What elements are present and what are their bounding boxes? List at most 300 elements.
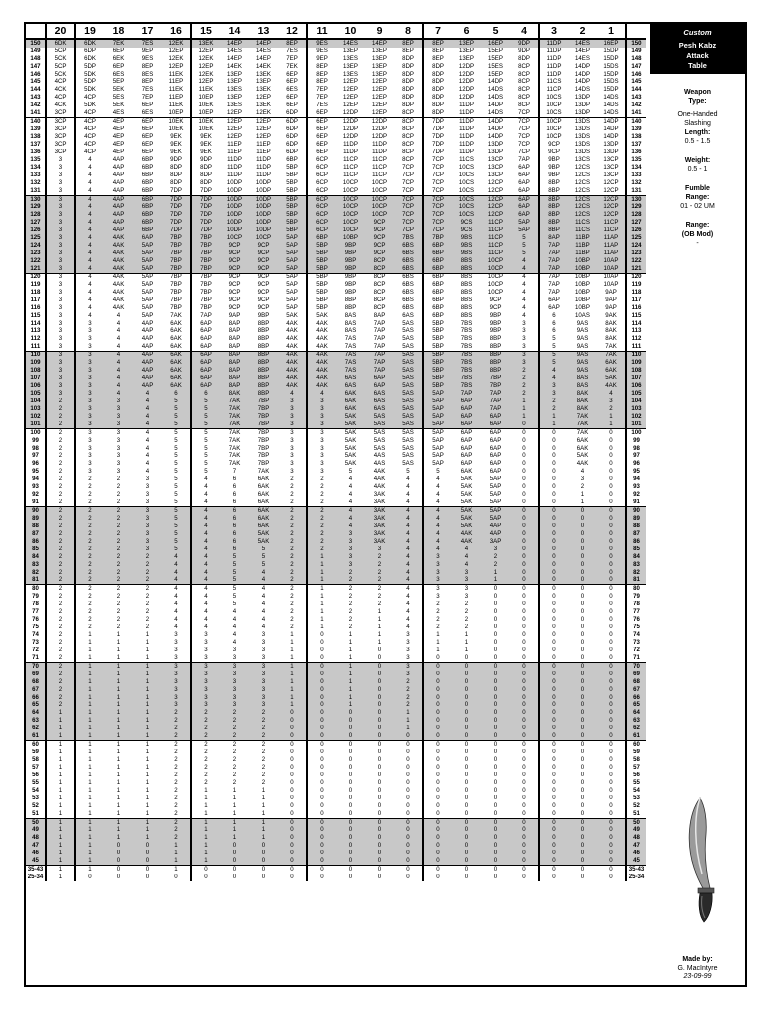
cell-14: 10CP: [220, 234, 249, 242]
cell-20: 3: [58, 171, 63, 179]
cell-1: 0: [609, 810, 613, 817]
cell-19: 4: [75, 281, 104, 289]
cell-17: 6BP: [141, 164, 154, 171]
cell-8: 0: [394, 826, 423, 834]
cell-4: 0: [522, 631, 526, 639]
cell-19: 4: [75, 312, 104, 320]
weight-label: Weight:: [684, 157, 711, 164]
cell-4: 0: [510, 553, 539, 561]
cell-5: 0: [493, 638, 498, 646]
cell-8: 8CP: [402, 140, 414, 148]
roll-right: 150: [626, 39, 646, 48]
cell-11: 5BP: [307, 242, 336, 250]
cell-20: 1: [46, 865, 75, 873]
cell-15: 1: [191, 795, 220, 803]
fumble-block: [650, 184, 745, 211]
cell-15: 10EP: [191, 109, 220, 117]
cell-20: 3: [46, 367, 75, 375]
cell-3: 0: [539, 671, 568, 679]
cell-7: 0: [423, 834, 452, 842]
cell-13: 2: [249, 717, 278, 725]
cell-1: 0: [609, 748, 613, 756]
roll-left: 53: [26, 795, 46, 803]
cell-20: 4CK: [54, 86, 67, 93]
cell-10: 2: [348, 600, 353, 608]
cell-16: 7BP: [170, 289, 182, 296]
cell-3: 10CP: [539, 102, 568, 110]
cell-18: 1: [104, 678, 133, 686]
fumble-value: 01 - 02 UM: [680, 203, 715, 210]
cell-12: 6DP: [286, 109, 298, 116]
cell-6: 0: [452, 865, 481, 873]
cell-16: 5: [162, 530, 191, 538]
cell-5: 0: [493, 592, 498, 600]
cell-10: 0: [348, 787, 353, 794]
cell-7: 7CP: [423, 172, 452, 180]
table-row: [26, 671, 646, 679]
cell-18: 4AP: [104, 203, 133, 211]
cell-16: 3: [174, 631, 178, 639]
roll-right: 61: [626, 732, 646, 740]
cell-2: 10BP: [575, 304, 590, 312]
cell-7: 4: [423, 499, 452, 507]
cell-7: 0: [423, 749, 452, 757]
cell-5: 6AP: [489, 460, 502, 467]
cell-13: 7AK: [257, 467, 270, 475]
cell-13: 2: [261, 748, 266, 756]
cell-15: 7BP: [191, 257, 220, 265]
cell-12: 0: [278, 850, 307, 858]
cell-20: 3CP: [54, 125, 67, 133]
cell-11: 6EP: [307, 126, 336, 134]
cell-11: 0: [307, 647, 336, 655]
cell-1: 0: [597, 671, 626, 679]
cell-8: 0: [406, 794, 410, 802]
cell-13: 6AK: [257, 483, 270, 490]
cell-18: 2: [116, 498, 121, 506]
cell-7: 6BP: [423, 242, 452, 250]
cell-16: 7BP: [162, 257, 191, 265]
cell-15: 10EP: [191, 94, 220, 102]
roll-right: 89: [626, 515, 646, 523]
cell-17: 7ES: [133, 39, 162, 48]
cell-12: 5BP: [278, 195, 307, 203]
cell-13: 9CP: [249, 257, 278, 265]
cell-20: 3: [46, 242, 75, 250]
cell-9: 10CP: [365, 195, 394, 203]
cell-13: 3: [249, 701, 278, 709]
cell-7: 0: [423, 694, 452, 702]
cell-8: 4: [406, 608, 410, 615]
cell-10: 4: [336, 515, 365, 523]
cell-5: 16EP: [481, 39, 510, 48]
cell-8: 6BS: [394, 250, 423, 258]
cell-17: 3: [145, 498, 150, 506]
cell-18: 1: [116, 748, 121, 756]
cell-13: 10DP: [249, 227, 278, 235]
cell-17: 4AP: [133, 351, 162, 359]
cell-20: 2: [46, 663, 75, 671]
cell-3: 0: [539, 834, 568, 842]
roll-right: 70: [626, 663, 646, 671]
cell-20: 3: [46, 219, 75, 227]
cell-8: 1: [394, 725, 423, 733]
cell-17: 6BP: [133, 211, 162, 219]
cell-15: 0: [191, 874, 220, 882]
weapon-name: Pesh Kabz: [678, 41, 717, 50]
cell-11: 3: [307, 460, 336, 468]
cell-13: 11EP: [256, 140, 271, 148]
cell-9: 7AP: [365, 351, 394, 359]
cell-19: 4: [75, 187, 104, 195]
cell-7: 7CP: [423, 203, 452, 211]
cell-16: 1: [162, 857, 191, 865]
roll-right: 52: [626, 802, 646, 810]
cell-5: 6AP: [481, 421, 510, 429]
cell-11: 6EP: [307, 141, 336, 149]
cell-7: 4: [423, 483, 452, 491]
cell-1: 0: [597, 515, 626, 523]
cell-5: 12CP: [481, 211, 510, 219]
cell-15: 8DP: [191, 164, 220, 172]
header-col-1: 1: [597, 24, 626, 39]
cell-19: 1: [75, 725, 104, 733]
cell-7: 2: [423, 608, 452, 616]
cell-12: 4AK: [278, 359, 307, 367]
cell-17: 5AP: [133, 265, 162, 273]
cell-19: 0: [75, 874, 104, 882]
cell-18: 4: [104, 382, 133, 390]
cell-1: 0: [609, 802, 613, 810]
cell-7: 0: [423, 686, 452, 694]
cell-10: 1: [336, 686, 365, 694]
cell-11: 5BP: [307, 257, 336, 265]
cell-9: 9CP: [365, 234, 394, 242]
cell-19: 1: [75, 717, 104, 725]
cell-2: 0: [580, 771, 585, 779]
roll-left: 112: [26, 335, 46, 343]
cell-2: 11BP: [568, 234, 597, 242]
cell-19: 2: [75, 507, 104, 515]
cell-16: 6AK: [170, 335, 182, 342]
cell-16: 5: [174, 437, 178, 444]
table-row: [26, 382, 646, 390]
cell-9: 6AP: [365, 375, 394, 383]
cell-15: 2: [191, 749, 220, 757]
cell-16: 2: [162, 826, 191, 834]
cell-4: 8CP: [518, 93, 530, 101]
cell-8: 4: [406, 483, 410, 490]
header-roll-left: [26, 24, 46, 39]
cell-3: 0: [539, 787, 568, 795]
cell-4: 0: [510, 857, 539, 865]
cell-1: 11AP: [597, 234, 626, 242]
cell-19: 2: [75, 483, 104, 491]
cell-4: 6AP: [518, 187, 530, 194]
cell-8: 6BS: [394, 242, 423, 250]
cell-4: 1: [510, 413, 539, 421]
cell-2: 14DP: [574, 70, 591, 78]
cell-4: 0: [510, 515, 539, 523]
cell-16: 7BP: [170, 296, 182, 304]
cell-8: 8CP: [394, 117, 423, 125]
roll-left: 94: [26, 476, 46, 484]
table-row: [26, 865, 646, 873]
cell-14: 1: [220, 826, 249, 834]
cell-6: 0: [464, 779, 469, 787]
cell-16: 12EP: [168, 63, 184, 70]
cell-11: 0: [307, 686, 336, 694]
cell-1: 0: [597, 530, 626, 538]
cell-4: 0: [522, 467, 526, 475]
cell-17: 8EP: [141, 78, 154, 86]
cell-14: 8AP: [220, 351, 249, 359]
cell-12: 5BP: [286, 164, 298, 171]
cell-6: 0: [464, 794, 469, 802]
cell-3: 0: [539, 663, 568, 671]
cell-16: 11EK: [168, 70, 184, 78]
cell-12: 2: [290, 615, 294, 623]
cell-11: 1: [307, 601, 336, 609]
cell-7: 0: [423, 756, 452, 764]
cell-1: 1: [597, 421, 626, 429]
cell-12: 6EP: [286, 101, 298, 109]
cell-8: 4: [394, 530, 423, 538]
cell-20: 3: [46, 211, 75, 219]
cell-6: 11DP: [459, 148, 474, 156]
cell-12: 2: [278, 515, 307, 523]
roll-right: 114: [626, 320, 646, 328]
cell-17: 5AP: [141, 281, 154, 289]
cell-18: 4ES: [112, 109, 125, 116]
cell-9: 8CP: [373, 281, 386, 289]
table-row: [26, 94, 646, 102]
table-row: [26, 686, 646, 694]
roll-left: 84: [26, 553, 46, 561]
cell-6: 3: [452, 576, 481, 584]
cell-6: 1: [464, 646, 469, 654]
cell-17: 1: [145, 771, 150, 779]
cell-19: 1: [75, 701, 104, 709]
cell-20: 2: [46, 398, 75, 406]
table-row: [26, 561, 646, 569]
cell-13: 7BP: [257, 452, 270, 460]
roll-right: 128: [626, 211, 646, 219]
cell-10: 12DP: [342, 133, 359, 141]
cell-19: 2: [75, 561, 104, 569]
cell-18: 4EP: [112, 133, 125, 141]
cell-19: 3: [75, 398, 104, 406]
cell-6: 11DP: [459, 101, 474, 109]
cell-5: 14DP: [487, 101, 504, 109]
cell-15: 3: [191, 694, 220, 702]
cell-11: 4AK: [307, 367, 336, 375]
cell-12: 3: [290, 460, 294, 467]
roll-right: 136: [626, 149, 646, 157]
cell-5: 0: [493, 771, 498, 779]
cell-6: 7BS: [452, 359, 481, 367]
cell-9: 0: [365, 818, 394, 826]
cell-8: 0: [406, 802, 410, 810]
cell-19: 1: [75, 818, 104, 826]
cell-20: 1: [46, 732, 75, 740]
cell-6: 8BS: [460, 312, 473, 319]
cell-1: 0: [609, 452, 613, 460]
cell-2: 9AS: [568, 367, 597, 375]
roll-left: 126: [26, 227, 46, 235]
roll-left: 117: [26, 297, 46, 305]
cell-20: 3: [46, 203, 75, 211]
cell-20: 4CP: [54, 93, 67, 101]
roll-right: 73: [626, 639, 646, 647]
cell-4: 5AP: [510, 219, 539, 227]
cell-10: 12DP: [342, 109, 359, 116]
cell-18: 2: [116, 623, 121, 631]
cell-4: 0: [510, 850, 539, 858]
cell-15: 7DP: [191, 227, 220, 235]
cell-8: 0: [406, 763, 410, 771]
cell-13: 8BP: [249, 390, 278, 398]
cell-7: 5AP: [423, 429, 452, 437]
cell-1: 0: [597, 694, 626, 702]
table-row: [26, 71, 646, 79]
cell-14: 2: [232, 779, 237, 787]
roll-right: 119: [626, 281, 646, 289]
cell-12: 0: [278, 732, 307, 740]
cell-2: 13CS: [574, 156, 591, 164]
cell-17: 1: [145, 802, 150, 810]
cell-5: 5AP: [489, 475, 502, 483]
cell-19: 4: [75, 211, 104, 219]
cell-12: 4AK: [278, 375, 307, 383]
cell-3: 4: [539, 375, 568, 383]
cell-15: 1: [191, 802, 220, 810]
cell-11: 8EP: [307, 63, 336, 71]
cell-17: 5AP: [133, 250, 162, 258]
cell-16: 6AK: [162, 351, 191, 359]
table-row: [26, 468, 646, 476]
cell-15: 5: [191, 421, 220, 429]
cell-19: 4: [75, 242, 104, 250]
cell-20: 2: [46, 576, 75, 584]
cell-20: 1: [46, 725, 75, 733]
cell-19: 4CP: [75, 126, 104, 134]
cell-11: 4AK: [307, 327, 336, 335]
cell-7: 8DP: [423, 71, 452, 79]
cell-12: 5BP: [278, 211, 307, 219]
cell-7: 1: [423, 647, 452, 655]
cell-19: 1: [75, 686, 104, 694]
cell-13: 8BP: [249, 375, 278, 383]
cell-14: 3: [220, 671, 249, 679]
cell-15: 0: [191, 865, 220, 873]
cell-13: 14EP: [256, 55, 271, 63]
cell-1: 4AK: [597, 382, 626, 390]
weapon-type-label: Weapon: [683, 89, 712, 96]
cell-3: 0: [539, 593, 568, 601]
cell-5: 8BP: [489, 342, 502, 350]
cell-14: 9CP: [220, 242, 249, 250]
cell-5: 0: [481, 732, 510, 740]
cell-13: 1: [249, 826, 278, 834]
cell-1: 0: [597, 429, 626, 437]
cell-10: 4: [348, 498, 353, 506]
cell-7: 0: [423, 787, 452, 795]
roll-right: 72: [626, 647, 646, 655]
cell-17: 6BP: [133, 227, 162, 235]
cell-18: 4: [104, 375, 133, 383]
cell-9: 4AK: [373, 483, 386, 490]
cell-13: 3: [249, 671, 278, 679]
cell-13: 5AK: [249, 538, 278, 546]
cell-5: 2: [481, 561, 510, 569]
cell-1: 0: [597, 857, 626, 865]
table-row: [26, 78, 646, 86]
cell-10: 8BP: [344, 296, 357, 304]
cell-8: 4: [394, 538, 423, 546]
cell-2: 13DS: [574, 133, 591, 141]
cell-4: 1: [510, 405, 539, 413]
cell-14: 11DP: [227, 171, 242, 179]
table-row: [26, 678, 646, 686]
cell-13: 2: [261, 771, 266, 779]
roll-left: 63: [26, 717, 46, 725]
cell-8: 5AS: [394, 390, 423, 398]
cell-13: 7BP: [249, 421, 278, 429]
roll-left: 82: [26, 569, 46, 577]
cell-6: 7BS: [460, 327, 473, 335]
cell-3: 11DP: [539, 55, 568, 63]
cell-18: 5ES: [112, 93, 125, 101]
cell-8: 2: [394, 701, 423, 709]
cell-8: 4: [394, 585, 423, 593]
cell-9: 0: [377, 654, 382, 662]
cell-10: 12DP: [342, 125, 359, 133]
cell-1: 0: [597, 576, 626, 584]
cell-7: 7DP: [423, 141, 452, 149]
cell-6: 9CS: [452, 227, 481, 235]
cell-20: 2: [46, 686, 75, 694]
cell-11: 1: [307, 553, 336, 561]
cell-12: 3: [278, 405, 307, 413]
weapon-type-value: One-Handed: [677, 111, 718, 118]
cell-6: 2: [464, 615, 469, 623]
roll-right: 109: [626, 359, 646, 367]
cell-4: 0: [510, 709, 539, 717]
cell-3: 0: [539, 826, 568, 834]
cell-8: 8DP: [402, 63, 414, 70]
roll-right: 111: [626, 343, 646, 351]
cell-10: 9BP: [336, 242, 365, 250]
cell-17: 6ES: [141, 109, 154, 116]
table-row: [26, 515, 646, 523]
cell-19: 2: [75, 553, 104, 561]
cell-20: 2: [58, 475, 63, 483]
cell-20: 3: [46, 265, 75, 273]
cell-20: 1: [46, 850, 75, 858]
cell-11: 0: [307, 810, 336, 818]
cell-18: 1: [116, 771, 121, 779]
cell-5: 8BP: [481, 359, 510, 367]
cell-4: 0: [522, 771, 526, 779]
cell-8: 2: [394, 694, 423, 702]
cell-12: 0: [290, 810, 294, 817]
cell-14: 1: [232, 787, 237, 794]
cell-6: 5AK: [460, 483, 473, 490]
cell-18: 4AP: [104, 219, 133, 227]
cell-4: 6AP: [518, 179, 530, 187]
cell-11: 0: [307, 764, 336, 772]
